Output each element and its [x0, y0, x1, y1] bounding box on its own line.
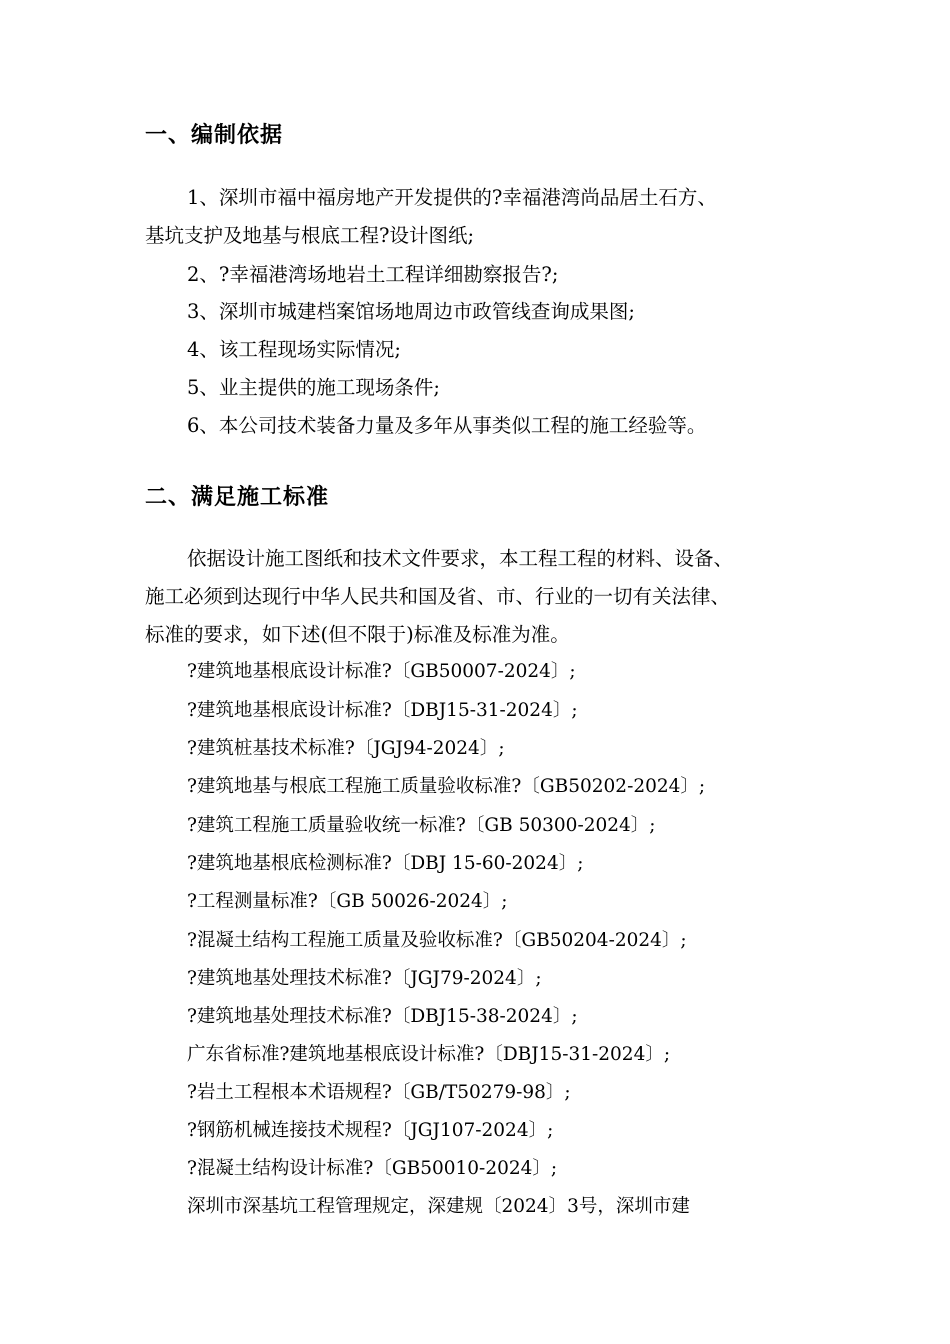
standard-item: ?建筑地基处理技术标准?〔DBJ15-38-2024〕; — [187, 1006, 578, 1027]
standard-item: ?混凝土结构工程施工质量及验收标准?〔GB50204-2024〕; — [187, 930, 687, 951]
standard-item: 深圳市深基坑工程管理规定，深建规〔2024〕3号，深圳市建 — [187, 1196, 690, 1217]
standard-item: ?建筑工程施工质量验收统一标准?〔GB 50300-2024〕; — [187, 815, 656, 836]
standards-intro-line: 施工必须到达现行中华人民共和国及省、市、行业的一切有关法律、 — [145, 585, 731, 608]
standard-item: ?建筑地基处理技术标准?〔JGJ79-2024〕; — [187, 968, 542, 989]
basis-item: 4、该工程现场实际情况; — [187, 338, 401, 361]
basis-item: 1、深圳市福中福房地产开发提供的?幸福港湾尚品居土石方、 — [187, 186, 717, 209]
standard-item: ?建筑地基根底设计标准?〔GB50007-2024〕; — [187, 661, 576, 682]
section-heading-basis: 一、编制依据 — [145, 123, 284, 148]
basis-item: 5、业主提供的施工现场条件; — [187, 376, 440, 399]
standard-item: ?岩土工程根本术语规程?〔GB/T50279-98〕; — [187, 1082, 571, 1103]
standard-item: ?建筑桩基技术标准?〔JGJ94-2024〕; — [187, 738, 505, 759]
basis-item: 2、?幸福港湾场地岩土工程详细勘察报告?; — [187, 263, 559, 286]
basis-item: 6、本公司技术装备力量及多年从事类似工程的施工经验等。 — [187, 414, 707, 437]
standard-item: ?建筑地基根底设计标准?〔DBJ15-31-2024〕; — [187, 700, 578, 721]
standard-item: 广东省标准?建筑地基根底设计标准?〔DBJ15-31-2024〕; — [187, 1044, 671, 1065]
basis-item: 3、深圳市城建档案馆场地周边市政管线查询成果图; — [187, 300, 635, 323]
standard-item: ?钢筋机械连接技术规程?〔JGJ107-2024〕; — [187, 1120, 554, 1141]
section-heading-standards: 二、满足施工标准 — [145, 485, 330, 510]
basis-item-continuation: 基坑支护及地基与根底工程?设计图纸; — [145, 224, 475, 247]
standard-item: ?工程测量标准?〔GB 50026-2024〕; — [187, 891, 508, 912]
standard-item: ?建筑地基根底检测标准?〔DBJ 15-60-2024〕; — [187, 853, 584, 874]
standard-item: ?建筑地基与根底工程施工质量验收标准?〔GB50202-2024〕; — [187, 776, 706, 797]
standards-intro-line: 标准的要求，如下述(但不限于)标准及标准为准。 — [145, 623, 570, 646]
standards-intro-line: 依据设计施工图纸和技术文件要求，本工程工程的材料、设备、 — [187, 547, 734, 570]
standard-item: ?混凝土结构设计标准?〔GB50010-2024〕; — [187, 1158, 558, 1179]
